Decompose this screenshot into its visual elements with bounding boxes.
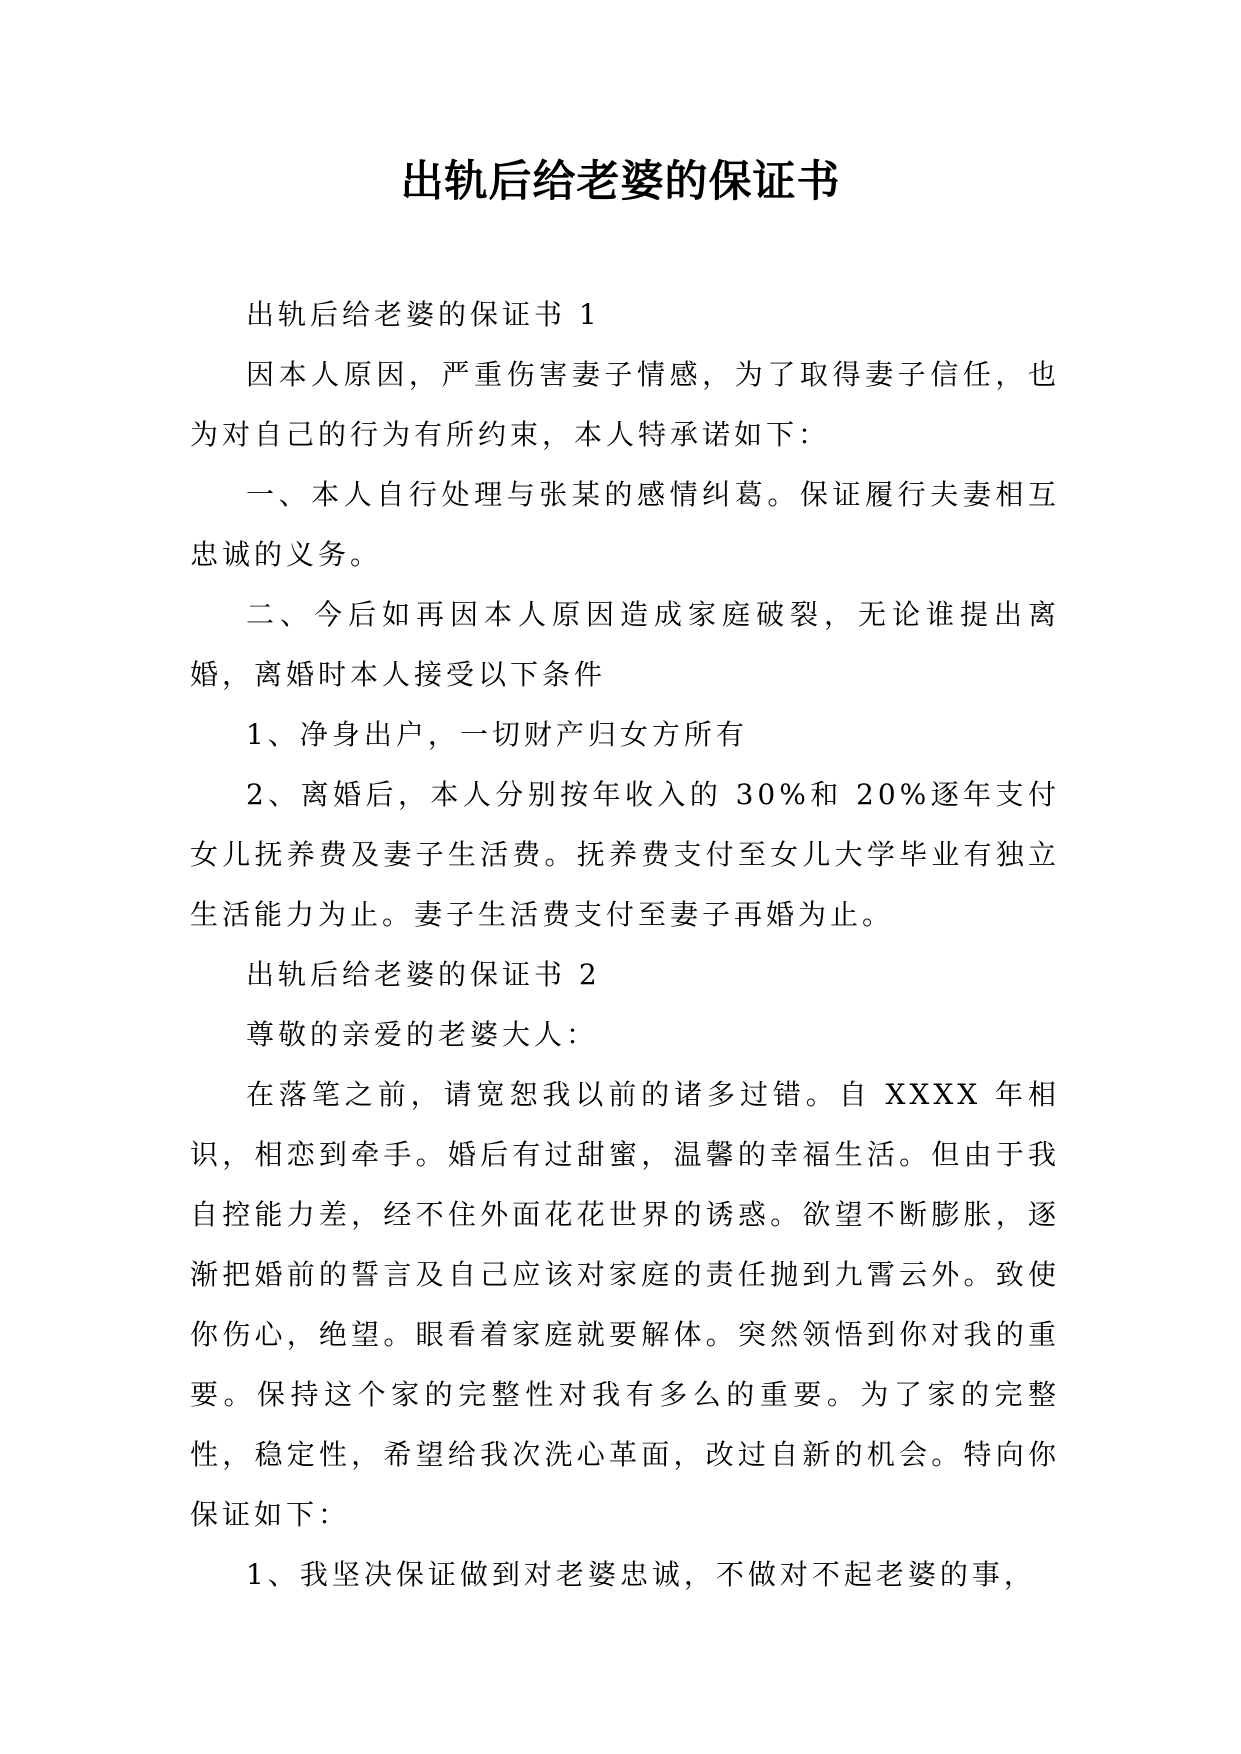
paragraph-salutation: 尊敬的亲爱的老婆大人： <box>246 1018 599 1051</box>
section-heading-1: 出轨后给老婆的保证书 1 <box>246 298 601 331</box>
paragraph-condition-1: 1、净身出户，一切财产归女方所有 <box>246 718 748 751</box>
paragraph-intro: 因本人原因，严重伤害妻子情感，为了取得妻子信任，也为对自己的行为有所约束，本人特承诺如下： <box>190 358 1060 451</box>
paragraph-body: 在落笔之前，请宽恕我以前的诸多过错。自 XXXX 年相识，相恋到牵手。婚后有过甜蜜，温馨的幸福生活。但由于我自控能力差，经不住外面花花世界的诱惑。欲望不断膨胀，逐渐把婚前的誓言及自己应该对家庭的责任抛到九霄云外。致使你伤心，绝望。眼看着家庭就要解体。突然领悟到你对我的重要。保持这个家的完整性对我有多么的重要。为了家的完整性，稳定性，希望给我次洗心革面，改过自新的机会。特向你保证如下： <box>190 1078 1060 1531</box>
paragraph-condition-2: 2、离婚后，本人分别按年收入的 30%和 20%逐年支付女儿抚养费及妻子生活费。抚养费支付至女儿大学毕业有独立生活能力为止。妻子生活费支付至妻子再婚为止。 <box>190 778 1060 931</box>
paragraph-clause-2: 二、今后如再因本人原因造成家庭破裂，无论谁提出离婚，离婚时本人接受以下条件 <box>190 598 1060 691</box>
document-body <box>190 285 1060 1605</box>
paragraph-promise-1: 1、我坚决保证做到对老婆忠诚，不做对不起老婆的事， <box>246 1558 1036 1591</box>
document-title: 出轨后给老婆的保证书 <box>400 157 841 207</box>
paragraph-clause-1: 一、本人自行处理与张某的感情纠葛。保证履行夫妻相互忠诚的义务。 <box>190 478 1060 571</box>
section-heading-2: 出轨后给老婆的保证书 2 <box>246 958 601 991</box>
